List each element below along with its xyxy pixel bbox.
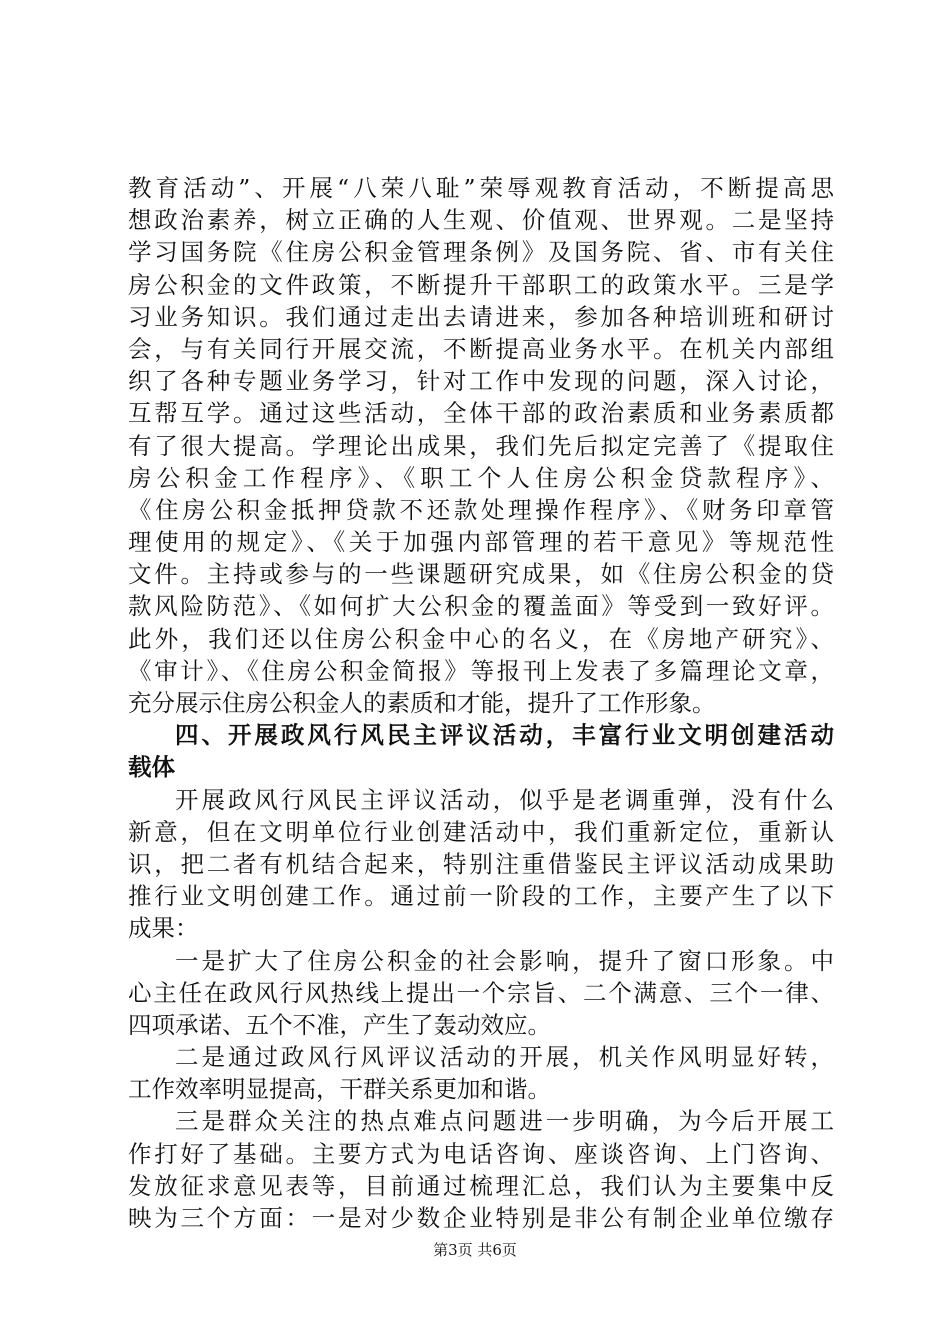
body-text-line: 会，与有关同行开展交流，不断提高业务水平。在机关内部组: [128, 334, 834, 363]
body-text-line: 成果：: [128, 914, 199, 943]
body-text-line: 二是通过政风行风评议活动的开展，机关作风明显好转，: [175, 1043, 834, 1072]
document-body: [128, 172, 834, 1234]
body-text-line: 房公积金工作程序》、《职工个人住房公积金贷款程序》、: [128, 463, 834, 492]
body-text-line: 发放征求意见表等，目前通过梳理汇总，我们认为主要集中反: [128, 1171, 834, 1200]
body-text-line: 房公积金的文件政策，不断提升干部职工的政策水平。三是学: [128, 270, 834, 299]
body-text-line: 习业务知识。我们通过走出去请进来，参加各种培训班和研讨: [128, 302, 834, 331]
body-text-line: 推行业文明创建工作。通过前一阶段的工作，主要产生了以下: [128, 882, 834, 911]
page-footer: 第3页 共6页: [433, 1241, 517, 1259]
body-text-line: 互帮互学。通过这些活动，全体干部的政治素质和业务素质都: [128, 399, 834, 428]
body-text-line: 开展政风行风民主评议活动，似乎是老调重弹，没有什么: [175, 785, 834, 814]
body-text-line: 四项承诺、五个不准，产生了轰动效应。: [128, 1010, 551, 1039]
body-text-line: 文件。主持或参与的一些课题研究成果，如《住房公积金的贷: [128, 560, 834, 589]
body-text-line: 理使用的规定》、《关于加强内部管理的若干意见》等规范性: [128, 528, 834, 557]
body-text-line: 作打好了基础。主要方式为电话咨询、座谈咨询、上门咨询、: [128, 1139, 834, 1168]
body-text-line: 有了很大提高。学理论出成果，我们先后拟定完善了《提取住: [128, 431, 834, 460]
body-text-line: 教育活动”、开展“八荣八耻”荣辱观教育活动，不断提高思: [128, 174, 834, 202]
body-text-line: 织了各种专题业务学习，针对工作中发现的问题，深入讨论，: [128, 367, 834, 396]
body-text-line: 工作效率明显提高，干群关系更加和谐。: [128, 1075, 551, 1104]
body-text-line: 三是群众关注的热点难点问题进一步明确，为今后开展工: [175, 1107, 834, 1136]
body-text-line: 映为三个方面：一是对少数企业特别是非公有制企业单位缴存: [128, 1204, 834, 1232]
body-text-line: 想政治素养，树立正确的人生观、价值观、世界观。二是坚持: [128, 206, 834, 235]
body-text-line: 一是扩大了住房公积金的社会影响，提升了窗口形象。中: [175, 946, 834, 975]
body-text-line: 心主任在政风行风热线上提出一个宗旨、二个满意、三个一律、: [128, 978, 834, 1007]
section-heading-line: 载体: [128, 753, 175, 782]
body-text-line: 款风险防范》、《如何扩大公积金的覆盖面》等受到一致好评。: [128, 592, 834, 621]
body-text-line: 学习国务院《住房公积金管理条例》及国务院、省、市有关住: [128, 238, 834, 267]
section-heading-line: 四、开展政风行风民主评议活动，丰富行业文明创建活动: [175, 721, 834, 750]
body-text-line: 此外，我们还以住房公积金中心的名义，在《房地产研究》、: [128, 624, 834, 653]
body-text-line: 充分展示住房公积金人的素质和才能，提升了工作形象。: [128, 689, 716, 717]
body-text-line: 识，把二者有机结合起来，特别注重借鉴民主评议活动成果助: [128, 849, 834, 878]
body-text-line: 新意，但在文明单位行业创建活动中，我们重新定位，重新认: [128, 817, 834, 846]
body-text-line: 《审计》、《住房公积金简报》等报刊上发表了多篇理论文章，: [128, 656, 834, 685]
body-text-line: 《住房公积金抵押贷款不还款处理操作程序》、《财务印章管: [128, 495, 834, 524]
